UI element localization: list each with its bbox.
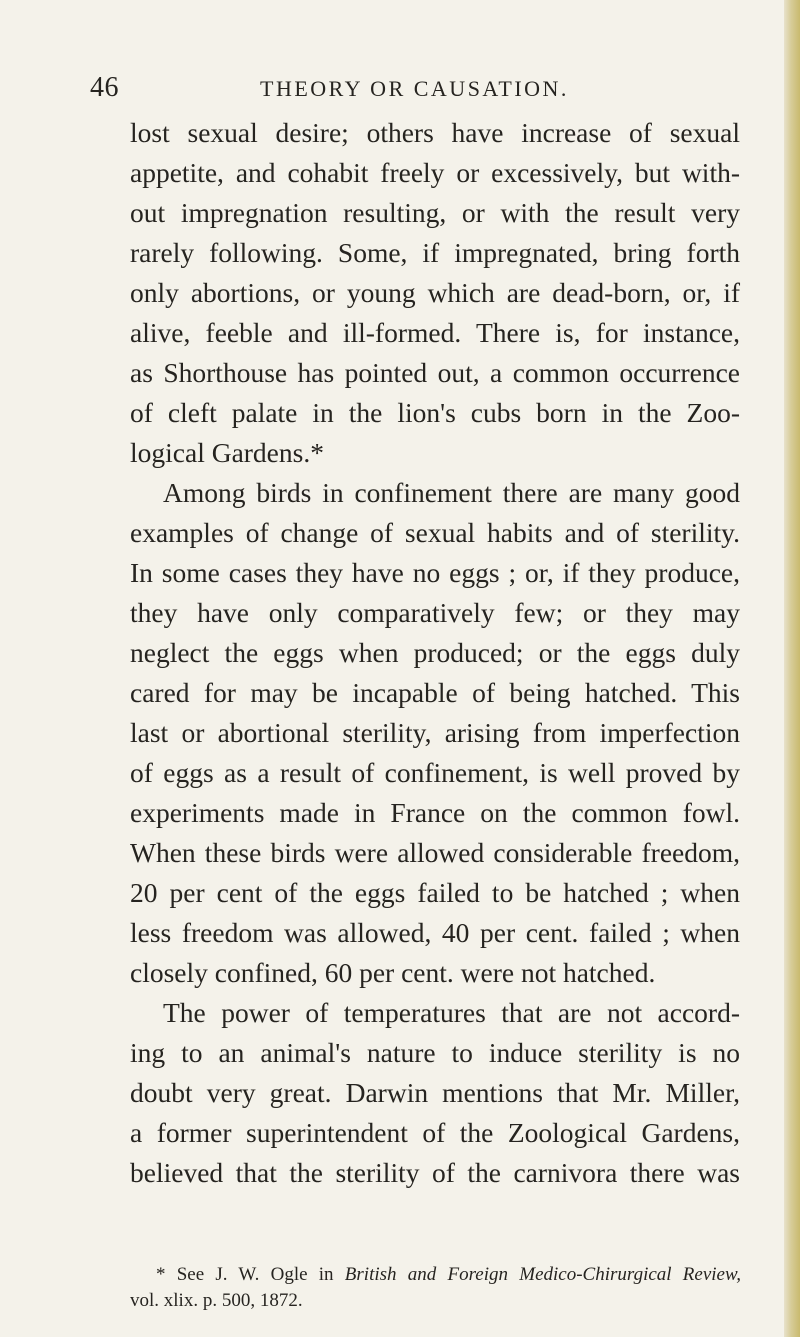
footnote-marker: * — [156, 1264, 166, 1285]
text-line: a former superintendent of the Zoological Gardens, — [130, 1117, 740, 1148]
text-line: out impregnation resulting, or with the result very — [130, 197, 740, 228]
text-line: When these birds were allowed considerable freedom, — [130, 837, 740, 868]
text-line: of eggs as a result of confinement, is well proved by — [130, 757, 740, 788]
text-line: rarely following. Some, if impregnated, bring forth — [130, 237, 740, 268]
text-line: of cleft palate in the lion's cubs born in the Zoo- — [130, 397, 740, 428]
footnote-journal: British and Foreign Medico-Chirurgical Review, — [344, 1264, 741, 1285]
footnote-citation: vol. xlix. p. 500, 1872. — [130, 1290, 303, 1311]
footnote-lead: See J. W. Ogle in — [176, 1264, 345, 1285]
running-title: THEORY OR CAUSATION. — [260, 76, 569, 101]
text-line: doubt very great. Darwin mentions that Mr. Miller, — [130, 1077, 740, 1108]
text-line: less freedom was allowed, 40 per cent. failed ; when — [130, 917, 740, 948]
text-line: experiments made in France on the common fowl. — [130, 797, 740, 828]
page-number: 46 — [90, 72, 119, 103]
text-line: closely confined, 60 per cent. were not hatched. — [130, 957, 656, 988]
text-line: In some cases they have no eggs ; or, if they produce, — [130, 557, 740, 588]
text-line: The power of temperatures that are not accord- — [163, 997, 740, 1028]
text-line: cared for may be incapable of being hatched. This — [130, 677, 740, 708]
text-line: they have only comparatively few; or they may — [130, 597, 740, 628]
text-line: as Shorthouse has pointed out, a common occurrence — [130, 357, 740, 388]
text-line: appetite, and cohabit freely or excessively, but with- — [130, 157, 740, 188]
footnote-line — [156, 1262, 741, 1288]
text-line: Among birds in confinement there are many good — [163, 477, 740, 508]
text-line: 20 per cent of the eggs failed to be hatched ; when — [130, 877, 740, 908]
text-line: believed that the sterility of the carnivora there was — [130, 1157, 740, 1188]
text-line: logical Gardens.* — [130, 437, 324, 468]
text-line: alive, feeble and ill-formed. There is, for instance, — [130, 317, 740, 348]
text-line: neglect the eggs when produced; or the eggs duly — [130, 637, 740, 668]
text-line: last or abortional sterility, arising from imperfection — [130, 717, 740, 748]
text-line: ing to an animal's nature to induce sterility is no — [130, 1037, 740, 1068]
text-line: examples of change of sexual habits and of sterility. — [130, 517, 740, 548]
page-edge — [784, 0, 800, 1337]
running-head — [90, 72, 740, 112]
text-line: only abortions, or young which are dead-born, or, if — [130, 277, 740, 308]
text-line: lost sexual desire; others have increase of sexual — [130, 117, 740, 148]
